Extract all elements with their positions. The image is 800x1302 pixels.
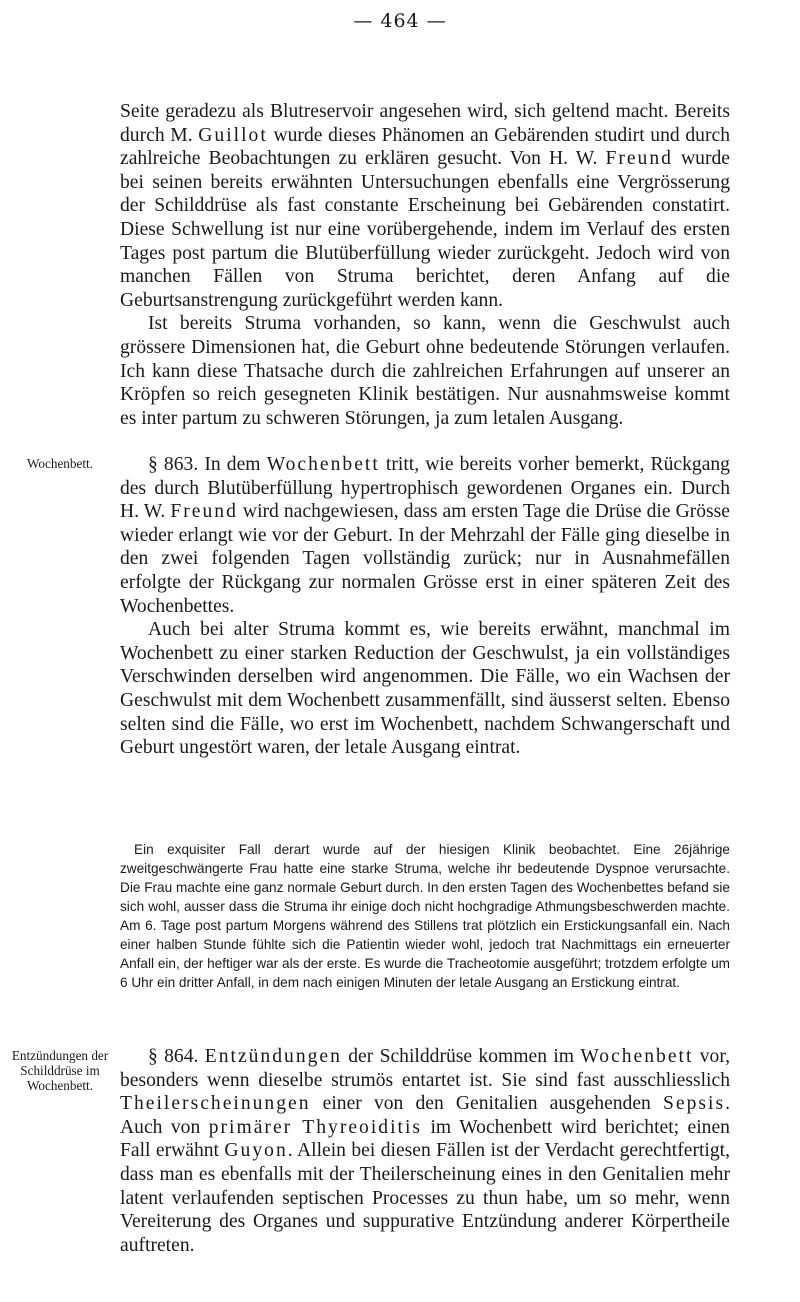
text-span: Seite geradezu als Blutreservoir angesehen wird, sich geltend macht. Bereits durch M. [120, 101, 730, 146]
page-number: — 464 — [353, 10, 447, 32]
section-number: § 864. [148, 1046, 205, 1067]
emphasized-term: Theilerscheinungen [120, 1093, 311, 1115]
emphasized-term: Sepsis [663, 1093, 726, 1115]
author-name: Freund [605, 148, 673, 170]
case-text: Ein exquisiter Fall derart wurde auf der hiesigen Klinik beobachtet. Eine 26jährige zweitgeschwängerte Frau hatte eine starke Struma, welche ihr bedeutende Dyspnoe verursachte. Die Frau machte eine ganz normale Geburt durch. In den ersten Tagen des Wochenbettes befand sie sich wohl, ausser dass die Struma ihr einige doch nicht hochgradige Athmungsbeschwerden machte. Am 6. Tage post partum Morgens während des Stillens trat plötzlich ein Erstickungsanfall ein. Nach einer halben Stunde fühlte sich die Patientin wieder wohl, jedoch trat Nachmittags ein erneuerter Anfall ein, der heftiger war als der erste. Es wurde die Tracheotomie ausgeführt; trotzdem erfolgte um 6 Uhr ein dritter Anfall, in dem nach einigen Minuten der letale Ausgang an Erstickung eintrat. [120, 842, 730, 990]
text-span: einer von den Genitalien ausgehenden [310, 1093, 663, 1115]
author-name: Guyon [224, 1140, 288, 1162]
paragraph: Auch bei alter Struma kommt es, wie bereits erwähnt, manchmal im Wochenbett zu einer starken Reduction der Geschwulst, ja ein vollständiges Verschwinden derselben wird angenommen. Die Fälle, wo ein Wachsen der Geschwulst mit dem Wochenbett zusammenfällt, sind äusserst selten. Ebenso selten sind die Fälle, wo erst im Wochenbett, nachdem Schwangerschaft und Geburt ungestört waren, der letale Ausgang eintrat. [120, 619, 730, 759]
text-span: wurde bei seinen bereits erwähnten Untersuchungen ebenfalls eine Vergrösserung der Schilddrüse als fast constante Erscheinung bei Gebärenden constatirt. Diese Schwellung ist nur eine vorübergehende, indem im Verlauf des ersten Tages post partum die Blutüberfüllung wieder zurückgeht. Jedoch wird von manchen Fällen von Struma berichtet, deren Anfang auf die Geburtsanstrengung zurückgeführt werden kann. [120, 148, 730, 311]
case-report [120, 840, 730, 992]
text-span: wird nachgewiesen, dass am ersten Tage die Drüse die Grösse wieder erlangt wie vor der Geburt. In der Mehrzahl der Fälle ging dieselbe in den zwei folgenden Tagen vollständig zurück; nur in Ausnahmefällen erfolgte der Rückgang zur normalen Grösse erst in einer späteren Zeit des Wochenbettes. [120, 501, 730, 617]
section-number: § 863. In dem [148, 454, 267, 475]
text-span: im Wochenbett wird berichtet; einen Fall erwähnt [120, 1116, 730, 1162]
margin-note-wochenbett: Wochenbett. [27, 456, 93, 471]
text-span: . Auch von [120, 1093, 730, 1138]
text-span: tritt, wie bereits vorher bemerkt, Rückgang des durch Blutüberfüllung hypertrophisch gewordenen Organes ein. Durch H. W. [120, 454, 730, 523]
margin-note-entzuendungen: Entzündungen der Schilddrüse im Wochenbett. [11, 1048, 109, 1093]
emphasized-term: Wochenbett [266, 454, 380, 475]
emphasized-term: Entzündungen [204, 1046, 342, 1067]
emphasized-term: primärer Thyreoiditis [208, 1116, 423, 1138]
paragraph [120, 1045, 730, 1257]
author-name: Guillot [198, 124, 268, 146]
emphasized-term: Wochenbett [580, 1046, 694, 1067]
paragraph [120, 100, 730, 312]
text-span: vor, besonders wenn dieselbe strumös entartet ist. Sie sind fast ausschliesslich [120, 1046, 730, 1091]
text-span: der Schilddrüse kommen im [341, 1046, 581, 1067]
section-864 [120, 1045, 730, 1257]
author-name: Freund [170, 501, 238, 523]
paragraph-block-1 [120, 100, 730, 430]
text-span: . Allein bei diesen Fällen ist der Verdacht gerechtfertigt, dass man es ebenfalls mit der Theilerscheinung eines in den Genitalien mehr latent verlaufenden septischen Processes zu thun habe, um so mehr, wenn Vereiterung des Organes und suppurative Entzündung anderer Körpertheile auftreten. [120, 1140, 730, 1256]
paragraph: Ist bereits Struma vorhanden, so kann, wenn die Geschwulst auch grössere Dimensionen hat, die Geburt ohne bedeutende Störungen verlaufen. Ich kann diese Thatsache durch die zahlreichen Erfahrungen auf unserer an Kröpfen so reich gesegneten Klinik bestätigen. Nur ausnahmsweise kommt es inter partum zu schweren Störungen, ja zum letalen Ausgang. [120, 313, 730, 429]
paragraph [120, 453, 730, 618]
text-span: wurde dieses Phänomen an Gebärenden studirt und durch zahlreiche Beobachtungen zu erklären gesucht. Von H. W. [120, 124, 730, 170]
section-863 [120, 453, 730, 760]
